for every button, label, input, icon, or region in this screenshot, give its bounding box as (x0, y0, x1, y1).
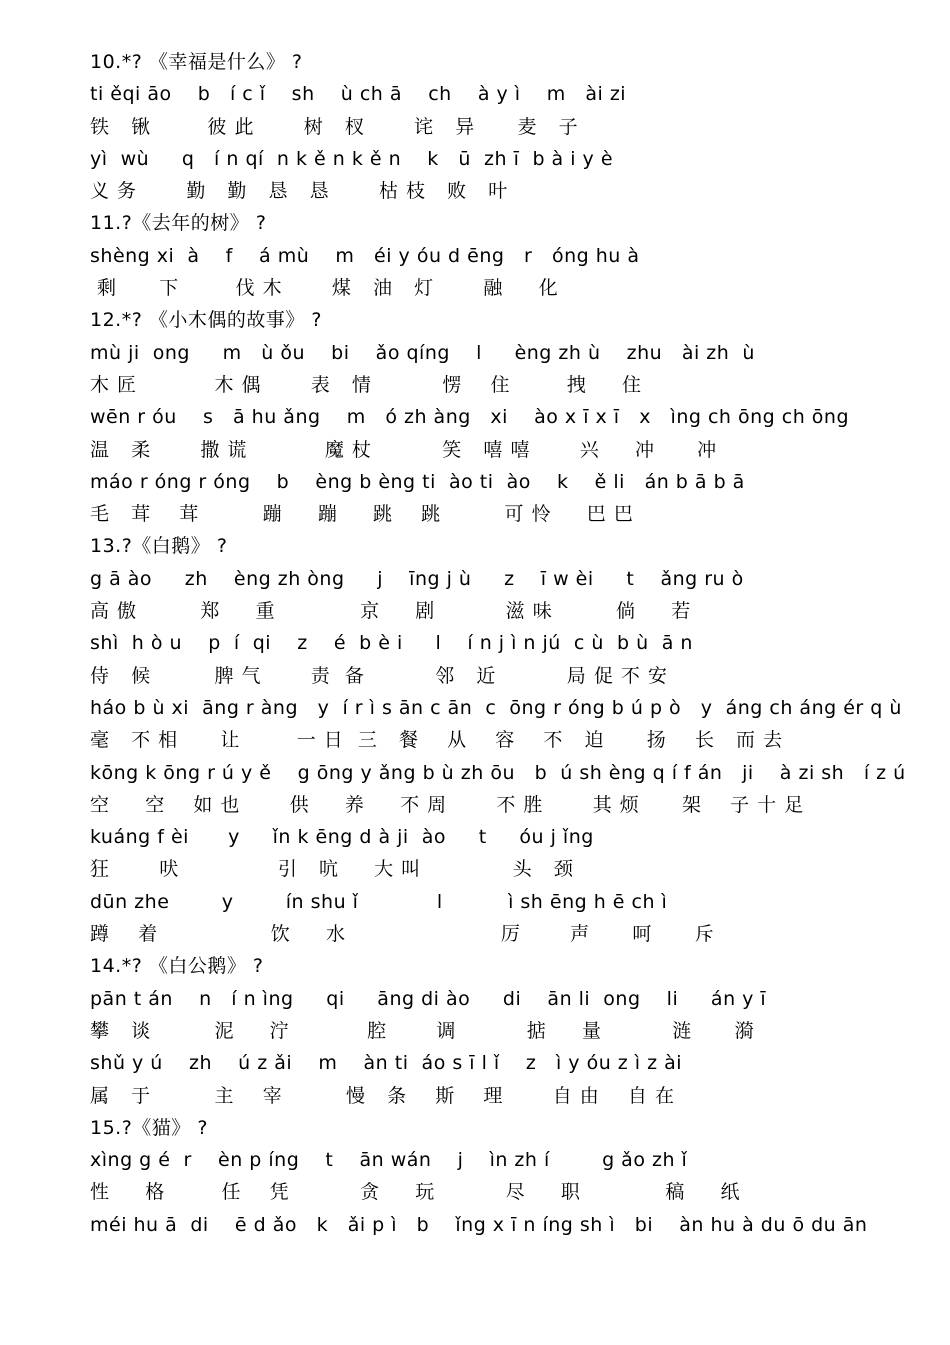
hanzi-line: 毛 茸 茸 蹦 蹦 跳 跳 可 怜 巴 巴 (90, 503, 634, 526)
pinyin-line: pān t án n í n ìng qi āng di ào di ān li ong li án y ī (90, 987, 767, 1010)
hanzi-line: 空 空 如 也 供 养 不 周 不 胜 其 烦 架 子 十 足 (90, 793, 805, 816)
pinyin-line: yì wù q í n qí n k ě n k ě n k ū zh ī b à i y è (90, 147, 614, 170)
hanzi-line: 侍 候 脾 气 责 备 邻 近 局 促 不 安 (90, 664, 668, 687)
lesson-heading: 13.?《白鹅》 ? (90, 535, 228, 558)
pinyin-line: shǔ y ú zh ú z ǎi m àn ti áo s ī l ǐ z ì y óu z ì z ài (90, 1052, 683, 1075)
lesson-heading: 14.*? 《白公鹅》 ? (90, 955, 264, 978)
hanzi-line: 高 傲 郑 重 京 剧 滋 味 倘 若 (90, 600, 692, 623)
pinyin-line: ti ěqi āo b í c ǐ sh ù ch ā ch à y ì m ài zi (90, 83, 627, 106)
pinyin-line: máo r óng r óng b èng b èng ti ào ti ào k ě li án b ā b ā (90, 470, 745, 493)
lesson-heading: 10.*? 《幸福是什么》 ? (90, 51, 303, 73)
hanzi-line: 毫 不 相 让 一 日 三 餐 从 容 不 迫 扬 长 而 去 (90, 729, 784, 752)
hanzi-line: 木 匠 木 偶 表 情 愣 住 拽 住 (90, 373, 642, 396)
lesson-heading: 12.*? 《小木偶的故事》 ? (90, 309, 322, 332)
lesson-heading: 11.?《去年的树》 ? (90, 212, 267, 235)
pinyin-line: xìng g é r èn p íng t ān wán j ìn zh í g ǎo zh ǐ (90, 1149, 688, 1172)
pinyin-line: háo b ù xi āng r àng y í r ì s ān c ān c ōng r óng b ú p ò y áng ch áng ér q ù (90, 696, 902, 719)
hanzi-line: 剩 下 伐 木 煤 油 灯 融 化 (90, 277, 559, 300)
pinyin-line: kōng k ōng r ú y ě g ōng y ǎng b ù zh ōu b ú sh èng q í f án ji à zi sh í z ú (90, 761, 906, 784)
hanzi-line: 义 务 勤 勤 恳 恳 枯 枝 败 叶 (90, 180, 509, 203)
pinyin-line: shèng xi à f á mù m éi y óu d ēng r óng hu à (90, 244, 640, 267)
hanzi-line: 铁 锹 彼 此 树 杈 诧 异 麦 子 (90, 115, 579, 138)
lesson-heading: 15.?《猫》 ? (90, 1116, 208, 1139)
pinyin-line: shì h ò u p í qi z é b è i l í n j ì n jú c ù b ù ā n (90, 632, 693, 655)
pinyin-line: méi hu ā di ē d ǎo k ǎi p ì b ǐng x ī n íng sh ì bi àn hu à du ō du ān (90, 1213, 868, 1236)
hanzi-line: 狂 吠 引 吭 大 叫 头 颈 (90, 858, 574, 881)
hanzi-line: 性 格 任 凭 贪 玩 尽 职 稿 纸 (90, 1181, 741, 1204)
hanzi-line: 温 柔 撒 谎 魔 杖 笑 嘻 嘻 兴 冲 冲 (90, 438, 718, 461)
hanzi-line: 属 于 主 宰 慢 条 斯 理 自 由 自 在 (90, 1084, 675, 1107)
document-page (90, 46, 910, 1241)
hanzi-line: 攀 谈 泥 泞 腔 调 掂 量 涟 漪 (90, 1019, 755, 1042)
pinyin-line: wēn r óu s ā hu ǎng m ó zh àng xi ào x ī x ī x ìng ch ōng ch ōng (90, 406, 850, 429)
hanzi-line: 蹲 着 饮 水 厉 声 呵 斥 (90, 923, 715, 946)
pinyin-line: g ā ào zh èng zh òng j īng j ù z ī w èi t ǎng ru ò (90, 567, 744, 590)
pinyin-line: mù ji ong m ù ǒu bi ǎo qíng l èng zh ù zhu ài zh ù (90, 341, 755, 364)
pinyin-line: dūn zhe y ín shu ǐ l ì sh ēng h ē ch ì (90, 890, 668, 913)
pinyin-line: kuáng f èi y ǐn k ēng d à ji ào t óu j ǐng (90, 826, 594, 849)
